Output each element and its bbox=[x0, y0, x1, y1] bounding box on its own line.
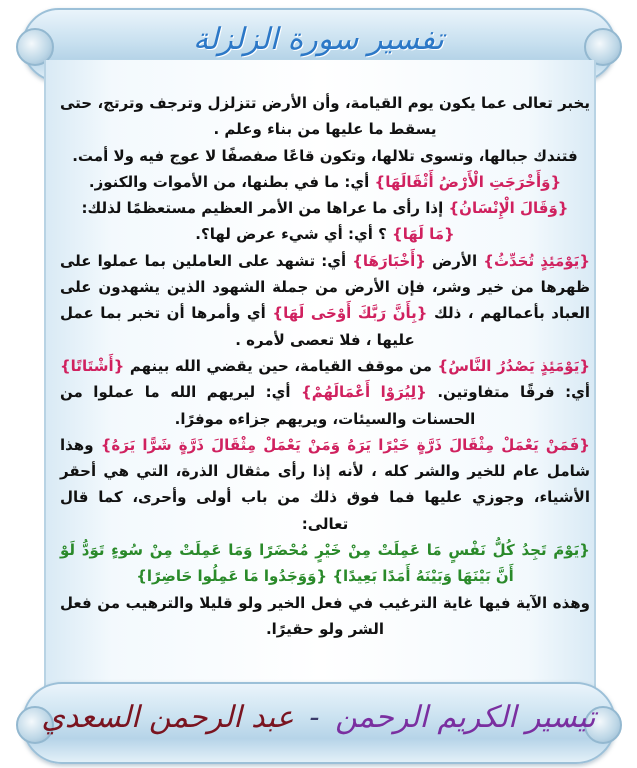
quran-verse: {وَقَالَ الْإِنْسَانُ} bbox=[448, 199, 569, 218]
quran-verse: {وَأَخْرَجَتِ الْأَرْضُ أَثْقَالَهَا} bbox=[374, 172, 562, 191]
author-name: عبد الرحمن السعدي bbox=[41, 700, 294, 735]
quran-verse: {يَوْمَئِذٍ تُحَدِّثُ} bbox=[483, 251, 590, 270]
tafsir-paragraph bbox=[60, 90, 590, 143]
book-title: تيسير الكريم الرحمن bbox=[335, 700, 596, 735]
quran-verse: {فَمَنْ يَعْمَلْ مِثْقَالَ ذَرَّةٍ خَيْرًا يَرَهُ وَمَنْ يَعْمَلْ مِثْقَالَ ذَرَّةٍ شَرًّا يَرَهُ} bbox=[100, 435, 590, 454]
tafsir-text: وهذا شامل عام للخير والشر كله ، لأنه إذا رأى مثقال الذرة، التي هي أحقر الأشياء، وجوزي عليها فما فوق ذلك من باب أولى وأحرى، كما قال تعالى: bbox=[60, 435, 590, 533]
credit-line bbox=[0, 700, 637, 735]
tafsir-text: من موقف القيامة، حين يقضي الله بينهم bbox=[124, 356, 438, 375]
tafsir-text: فتندك جبالها، وتسوى تلالها، وتكون قاعًا صفصفًا لا عوج فيه ولا أمت. bbox=[72, 146, 578, 165]
tafsir-paragraph bbox=[60, 353, 590, 432]
quran-verse: {بِأَنَّ رَبَّكَ أَوْحَى لَهَا} bbox=[272, 304, 428, 323]
tafsir-paragraph bbox=[60, 537, 590, 590]
tafsir-text: أي: ليريهم الله ما عملوا من الحسنات والسيئات، ويريهم جزاءه موفرًا. bbox=[60, 383, 476, 428]
quran-verse: {أَخْبَارَهَا} bbox=[352, 251, 426, 270]
page-title: تفسير سورة الزلزلة bbox=[193, 22, 444, 57]
tafsir-text: إذا رأى ما عراها من الأمر العظيم مستعظمًا لذلك: bbox=[81, 199, 449, 218]
tafsir-paragraph bbox=[60, 195, 590, 221]
quran-verse: {لِيُرَوْا أَعْمَالَهُمْ} bbox=[301, 383, 427, 402]
tafsir-text: أي وأمرها أن تخبر بما عمل عليها ، فلا تعصى لأمره . bbox=[60, 304, 415, 349]
tafsir-text: أي: فرقًا متفاوتين. bbox=[426, 383, 590, 402]
tafsir-paragraph bbox=[60, 248, 590, 353]
tafsir-text: أي: ما في بطنها، من الأموات والكنوز. bbox=[88, 172, 375, 191]
tafsir-paragraph bbox=[60, 221, 590, 247]
tafsir-text: يخبر تعالى عما يكون يوم القيامة، وأن الأرض تتزلزل وترجف وترتج، حتى يسقط ما عليها من بناء وعلم . bbox=[60, 94, 590, 139]
tafsir-paragraph bbox=[60, 590, 590, 643]
quran-verse-citation: {يَوْمَ تَجِدُ كُلُّ نَفْسٍ مَا عَمِلَتْ مِنْ خَيْرٍ مُحْضَرًا وَمَا عَمِلَتْ مِنْ سُوءٍ تَوَدُّ لَوْ أَنَّ بَيْنَهَا وَبَيْنَهُ أَمَدًا بَعِيدًا} {وَوَجَدُوا مَا عَمِلُوا حَاضِرًا} bbox=[60, 541, 590, 586]
tafsir-text: ؟ أي: أي شيء عرض لها؟. bbox=[195, 225, 393, 244]
tafsir-paragraph bbox=[60, 432, 590, 537]
quran-verse: {يَوْمَئِذٍ يَصْدُرُ النَّاسُ} bbox=[437, 356, 590, 375]
tafsir-paragraph bbox=[60, 143, 590, 169]
tafsir-text: الأرض bbox=[425, 251, 484, 270]
tafsir-body bbox=[60, 90, 590, 642]
quran-verse: {أَشْتَاتًا} bbox=[60, 356, 125, 375]
quran-verse: {مَا لَهَا} bbox=[392, 225, 455, 244]
tafsir-text: أي: تشهد على العاملين بما عملوا على ظهرها من خير وشر، فإن الأرض من جملة الشهود الذين يشهدون على العباد بأعمالهم ، ذلك bbox=[60, 251, 590, 323]
tafsir-paragraph bbox=[60, 169, 590, 195]
credit-separator: - bbox=[309, 700, 320, 735]
tafsir-text: وهذه الآية فيها غاية الترغيب في فعل الخير ولو قليلا والترهيب من فعل الشر ولو حقيرًا. bbox=[60, 593, 590, 638]
